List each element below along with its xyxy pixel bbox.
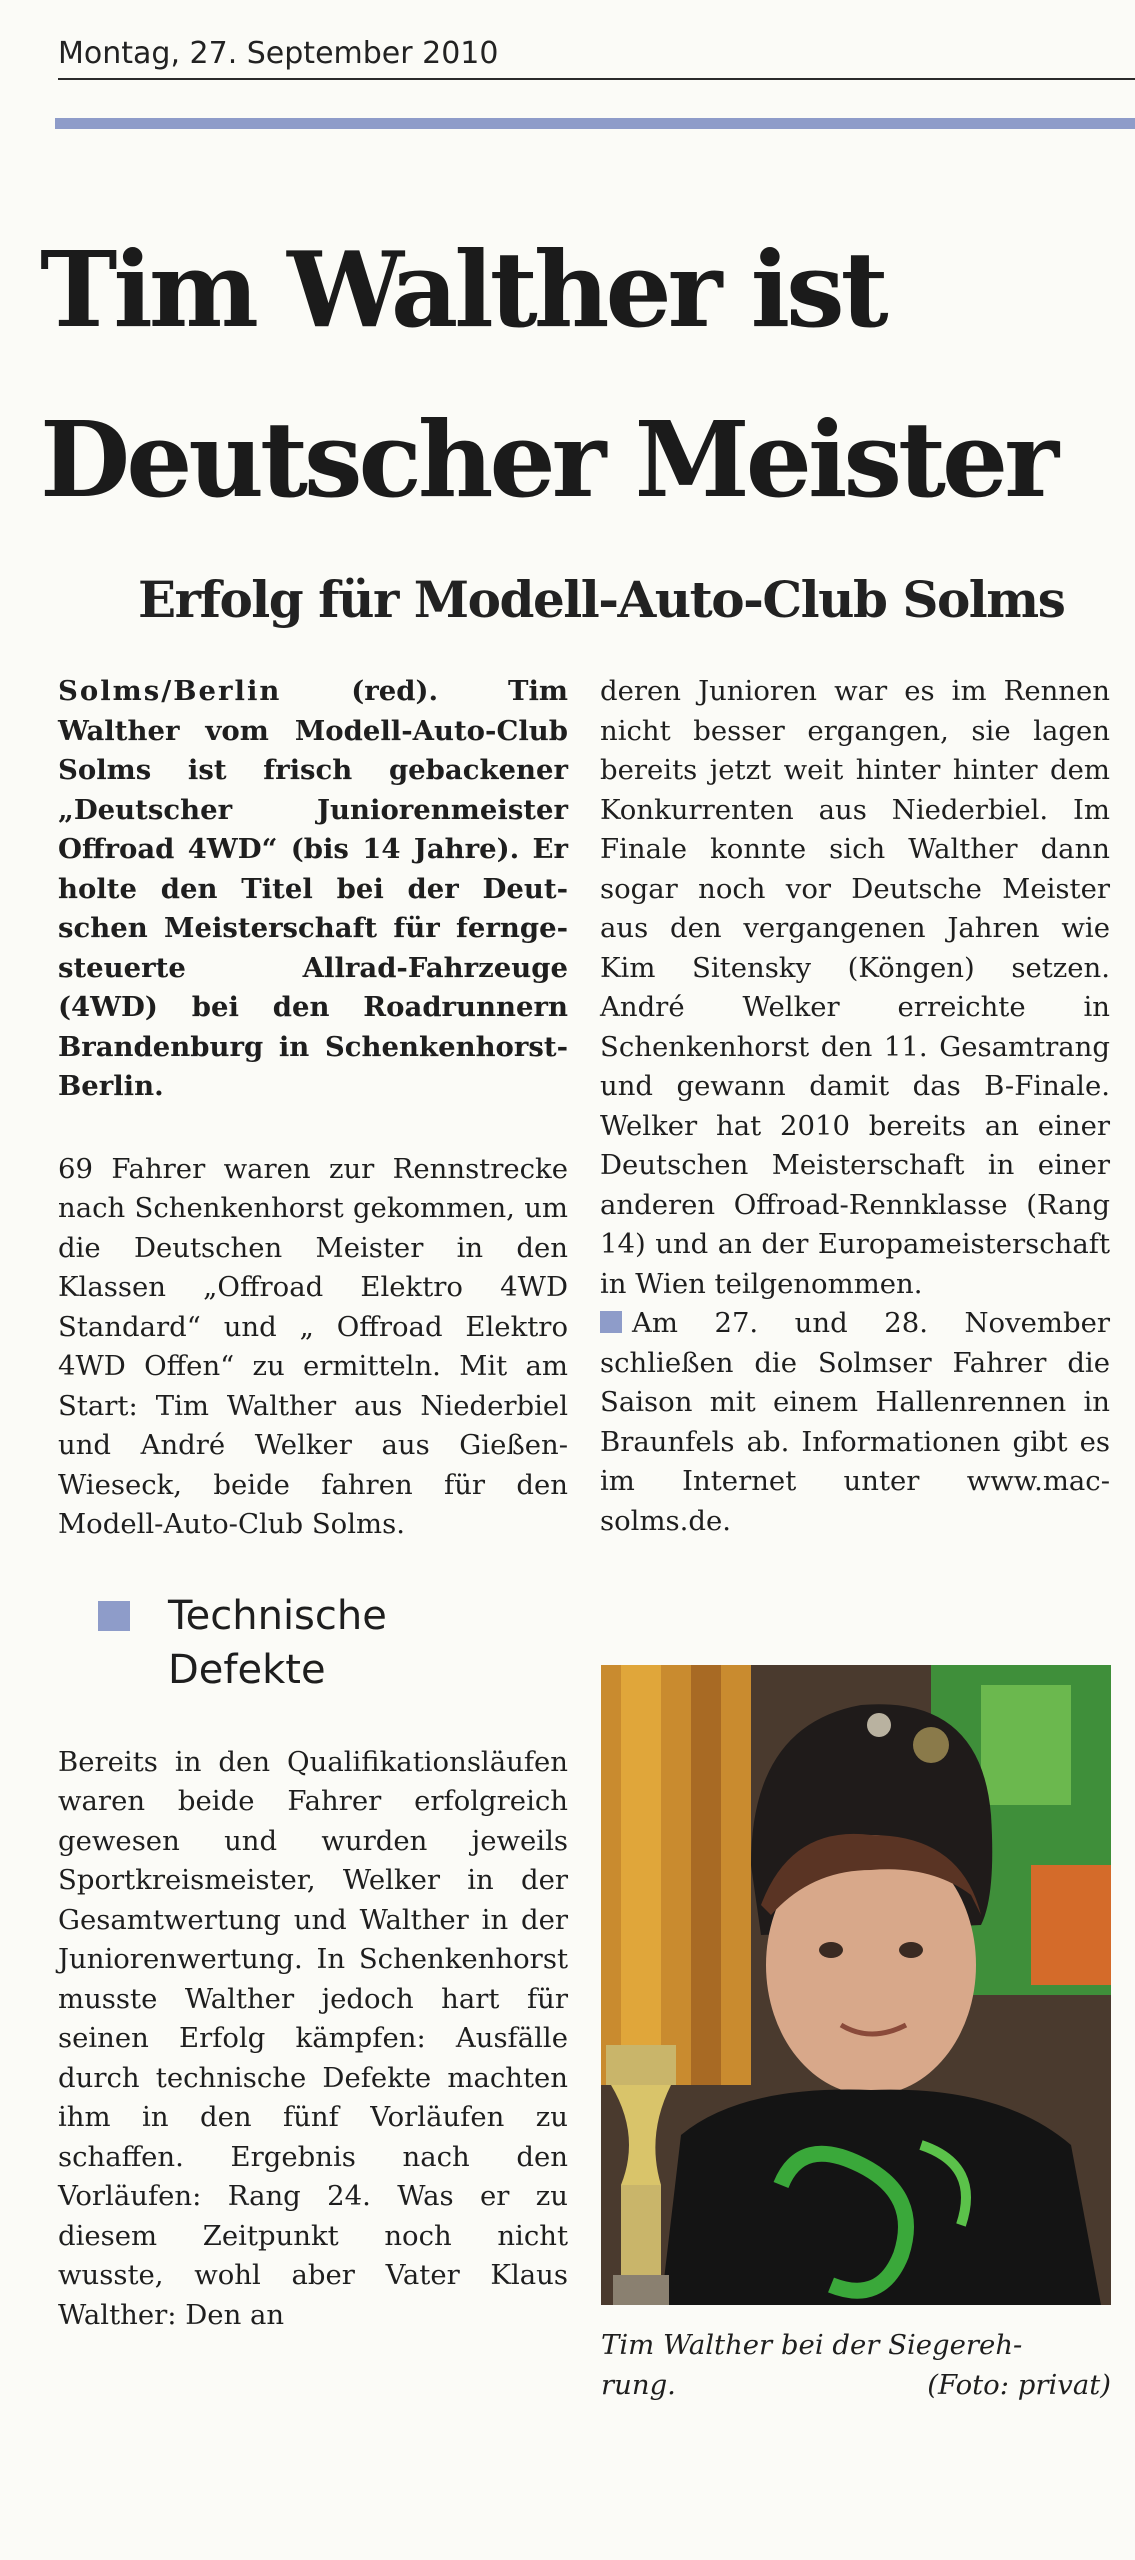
body-paragraph-4-wrapper [600, 1304, 1110, 1541]
article-column-left [58, 672, 568, 2335]
caption-line-1: Tim Walther bei der Siegereh- [601, 2329, 1023, 2361]
caption-line-2-left: rung. [601, 2369, 676, 2401]
photo-tim-walther [601, 1665, 1111, 2305]
headline-line-2: Deutscher Meister [40, 398, 1056, 521]
body-paragraph-3: deren Junioren war es im Rennen nicht besser ergangen, sie lagen bereits jetzt weit hinter hinter dem Konkurrenten aus Niederbiel. Im Finale konnte sich Walther dann sogar noch vor Deutsche Meister aus den vergangenen Jahren wie Kim Sitensky (Köngen) setzen. André Welker erreichte in Schenkenhorst den 11. Gesamtrang und gewann damit das B-Finale. Welker hat 2010 bereits an einer Deutschen Meisterschaft in einer anderen Offroad-Rennklasse (Rang 14) und an der Europameisterschaft in Wien teilgenommen. [600, 675, 1110, 1300]
photo-credit: (Foto: privat) [927, 2369, 1111, 2401]
section-heading [98, 1589, 568, 1697]
article-column-right [600, 672, 1110, 1541]
section-square-icon [98, 1601, 130, 1631]
body-paragraph-2: Bereits in den Qualifikationsläufen waren beide Fahrer erfolgreich gewesen und wurden jeweils Sportkreismeister, Welker in der Gesamtwertung und Walther in der Juniorenwertung. In Schenkenhorst musste Walther jedoch hart für seinen Erfolg kämpfen: Ausfälle durch technische Defekte machten ihm in den fünf Vorläufen zu schaffen. Ergebnis nach den Vorläufen: Rang 24. Was er zu diesem Zeitpunkt noch nicht wusste, wohl aber Vater Klaus Walther: Den an [58, 1745, 568, 2331]
subheadline: Erfolg für Modell-Auto-Club Solms [138, 570, 1065, 629]
photo-illustration [601, 1665, 1111, 2305]
lead-paragraph [58, 672, 568, 1107]
caption-line-2 [601, 2365, 1111, 2405]
headline [40, 205, 1135, 545]
photo-caption [601, 2325, 1111, 2405]
lead-place: Solms/Berlin [58, 675, 282, 707]
headline-line-1: Tim Walther ist [40, 228, 885, 351]
body-paragraph-1: 69 Fahrer waren zur Rennstrecke nach Schenkenhorst gekommen, um die Deutschen Meister in den Klassen „Offroad Elektro 4WD Standard“ und „ Offroad Elektro 4WD Offen“ zu ermitteln. Mit am Start: Tim Walther aus Niederbiel und André Welker aus Gießen-Wieseck, beide fahren für den Modell-Auto-Club Solms. [58, 1152, 568, 1540]
dateline: Montag, 27. September 2010 [58, 30, 1135, 80]
body-paragraph-4: Am 27. und 28. November schließen die Solmser Fahrer die Saison mit einem Hallenrennen in Braunfels ab. Informationen gibt es im Internet unter www.mac-solms.de. [600, 1307, 1110, 1537]
accent-rule [55, 118, 1135, 129]
lead-text: (red). Tim Walther vom Modell-Auto-Club Solms ist frisch gebackener „Deutscher Juniorenmeister Offroad 4WD“ (bis 14 Jahre). Er holte den Titel bei der Deutschen Meisterschaft für ferngesteuerte Allrad-Fahrzeuge (4WD) bei den Roadrunnern Brandenburg in Schenkenhorst-Berlin. [58, 675, 568, 1102]
paragraph-spacer [58, 1107, 568, 1150]
paragraph-square-icon [600, 1311, 622, 1333]
section-heading-line-2: Defekte [168, 1646, 326, 1693]
section-heading-line-1: Technische [168, 1592, 387, 1639]
